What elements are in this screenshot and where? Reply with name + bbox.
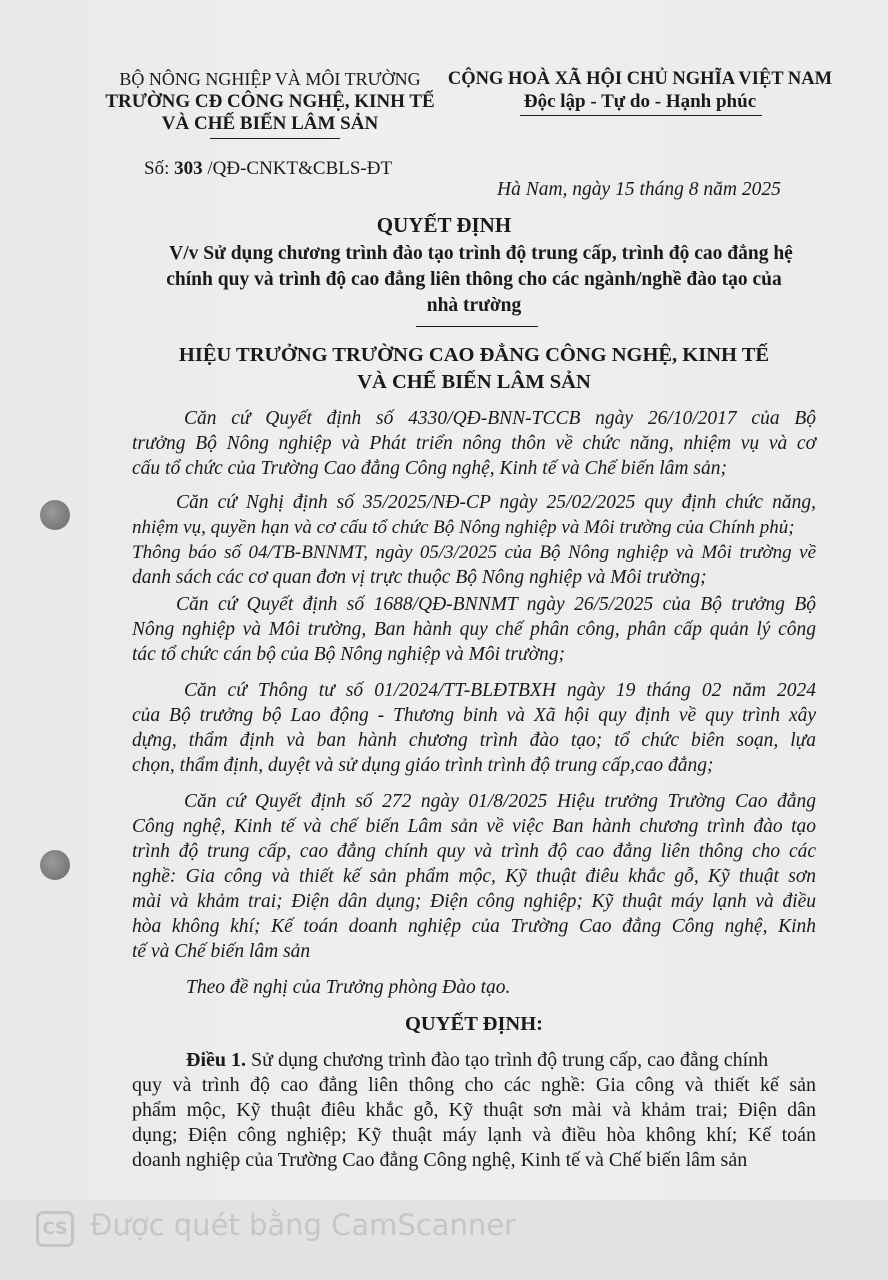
ministry-name: BỘ NÔNG NGHIỆP VÀ MÔI TRƯỜNG <box>119 69 421 89</box>
decision-title: QUYẾT ĐỊNH <box>376 213 512 237</box>
basis-4-line-2: của Bộ trưởng bộ Lao động - Thương binh và Xã hội quy định về quy trình xây <box>132 705 816 726</box>
basis-5-line-3: trình độ trung cấp, cao đẳng chính quy và trình độ cao đẳng liên thông cho các <box>132 841 816 862</box>
article-1-label: Điều 1. <box>186 1049 246 1071</box>
basis-1-line-3: cấu tổ chức của Trường Cao đẳng Công nghệ, Kinh tế và Chế biến lâm sản; <box>132 458 727 479</box>
basis-5-line-7: tế và Chế biến lâm sản <box>132 941 311 962</box>
basis-5-line-1: Căn cứ Quyết định số 272 ngày 01/8/2025 Hiệu trưởng Trường Cao đẳng <box>184 791 816 812</box>
basis-1-line-1: Căn cứ Quyết định số 4330/QĐ-BNN-TCCB ngày 26/10/2017 của Bộ <box>184 408 816 429</box>
left-header-underline <box>210 138 340 139</box>
basis-1-line-2: trưởng Bộ Nông nghiệp và Phát triển nông thôn về chức năng, nhiệm vụ và cơ <box>132 433 816 454</box>
subject-underline <box>416 326 538 327</box>
basis-4-line-4: chọn, thẩm định, duyệt và sử dụng giáo trình trình độ trung cấp,cao đẳng; <box>132 755 714 776</box>
basis-2-line-4: danh sách các cơ quan đơn vị trực thuộc Bộ Nông nghiệp và Môi trường; <box>132 567 707 588</box>
subject-line-3: nhà trường <box>426 295 522 316</box>
punch-hole-bottom <box>40 850 70 880</box>
basis-5-line-5: mài và khảm trai; Điện dân dụng; Điện công nghiệp; Kỹ thuật máy lạnh và điều <box>132 891 816 912</box>
basis-2-line-1: Căn cứ Nghị định số 35/2025/NĐ-CP ngày 25/02/2025 quy định chức năng, <box>176 492 816 513</box>
proposal-line: Theo đề nghị của Trưởng phòng Đào tạo. <box>186 977 511 998</box>
number-value: 303 <box>174 158 203 179</box>
article-1-line-1 <box>186 1048 816 1072</box>
nation-motto: Độc lập - Tự do - Hạnh phúc <box>523 91 757 112</box>
article-1-line-5: doanh nghiệp của Trường Cao đẳng Công nghệ, Kinh tế và Chế biến lâm sản <box>132 1149 748 1171</box>
article-1-line-2: quy và trình độ cao đẳng liên thông cho các nghề: Gia công và thiết kế sản <box>132 1074 816 1096</box>
basis-3-line-2: Nông nghiệp và Môi trường, Ban hành quy chế phân công, phân cấp quản lý công <box>132 619 816 640</box>
basis-5-line-6: hòa không khí; Kế toán doanh nghiệp của Trường Cao đẳng Công nghệ, Kinh <box>132 916 816 937</box>
number-suffix: /QĐ-CNKT&CBLS-ĐT <box>202 158 393 179</box>
nation-title: CỘNG HOÀ XÃ HỘI CHỦ NGHĨA VIỆT NAM <box>447 69 833 89</box>
school-name-line2: VÀ CHẾ BIẾN LÂM SẢN <box>161 113 379 134</box>
basis-4-line-1: Căn cứ Thông tư số 01/2024/TT-BLĐTBXH ngày 19 tháng 02 năm 2024 <box>184 680 816 701</box>
article-1-text: Sử dụng chương trình đào tạo trình độ trung cấp, cao đẳng chính <box>246 1049 769 1071</box>
article-1-line-4: dụng; Điện công nghiệp; Kỹ thuật máy lạnh và điều hòa không khí; Kế toán <box>132 1124 816 1146</box>
basis-4-line-3: dựng, thẩm định và ban hành chương trình đào tạo; tổ chức biên soạn, lựa <box>132 730 816 751</box>
basis-3-line-3: tác tổ chức cán bộ của Bộ Nông nghiệp và Môi trường; <box>132 644 565 665</box>
basis-2-line-3: Thông báo số 04/TB-BNNMT, ngày 05/3/2025 của Bộ Nông nghiệp và Môi trường về <box>132 542 816 563</box>
basis-5-line-4: nghề: Gia công và thiết kế sản phẩm mộc, Kỹ thuật điêu khắc gỗ, Kỹ thuật sơn <box>132 866 816 887</box>
basis-5-line-2: Công nghệ, Kinh tế và chế biến Lâm sản về việc Ban hành chương trình đào tạo <box>132 816 816 837</box>
camscanner-watermark: Được quét bằng CamScanner <box>90 1208 517 1242</box>
basis-3-line-1: Căn cứ Quyết định số 1688/QĐ-BNNMT ngày 26/5/2025 của Bộ trưởng Bộ <box>176 594 816 615</box>
school-name-line1: TRƯỜNG CĐ CÔNG NGHỆ, KINH TẾ <box>105 91 435 112</box>
authority-line1: HIỆU TRƯỞNG TRƯỜNG CAO ĐẲNG CÔNG NGHỆ, KINH TẾ <box>178 344 770 366</box>
punch-hole-top <box>40 500 70 530</box>
authority-line2: VÀ CHẾ BIẾN LÂM SẢN <box>357 371 591 393</box>
decision-heading: QUYẾT ĐỊNH: <box>404 1013 543 1035</box>
subject-line-2: chính quy và trình độ cao đẳng liên thông cho các ngành/nghề đào tạo của <box>166 269 782 290</box>
place-date: Hà Nam, ngày 15 tháng 8 năm 2025 <box>497 179 781 200</box>
article-1-line-3: phẩm mộc, Kỹ thuật điêu khắc gỗ, Kỹ thuật sơn mài và khảm trai; Điện dân <box>132 1099 816 1121</box>
motto-underline <box>520 115 762 116</box>
number-prefix: Số: <box>144 158 175 179</box>
document-number <box>144 158 392 180</box>
camscanner-logo-icon: CS <box>36 1211 74 1247</box>
basis-2-line-2: nhiệm vụ, quyền hạn và cơ cấu tổ chức Bộ Nông nghiệp và Môi trường của Chính phủ; <box>132 517 795 538</box>
subject-line-1: V/v Sử dụng chương trình đào tạo trình độ trung cấp, trình độ cao đẳng hệ <box>169 243 793 264</box>
